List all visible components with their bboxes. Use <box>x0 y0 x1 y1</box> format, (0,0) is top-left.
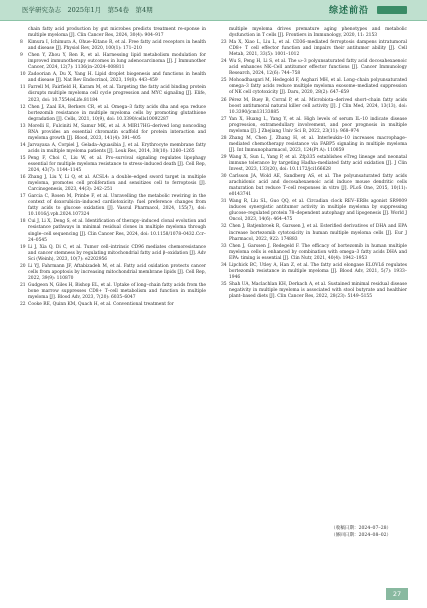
reference-text: Lipchick BC, Utley A, Han Z, et al. The fatty acid elongase ELOVL6 regulates bortezomib resistance in multiple myeloma [J]. Blood Adv, 2021, 5(7): 1933–1946 <box>229 262 407 280</box>
reference-entry <box>221 136 407 154</box>
reference-entry <box>20 27 206 39</box>
reference-entry <box>20 85 206 103</box>
reference-number: 8 <box>20 40 23 46</box>
reference-entry <box>221 117 407 135</box>
reference-number: 18 <box>20 219 26 225</box>
reference-number: 26 <box>221 97 227 103</box>
reference-text: Jarvayaxa A, Corpiel J, Gelada–Aguasibia J, et al. Erythrocyte membrane fatty acids in multiple myeloma patients [J]. Leuk Res, 2014, 38(10): 1260–1265 <box>28 142 206 154</box>
column-title: 综述前沿 <box>328 6 369 16</box>
reference-number: 24 <box>221 59 227 65</box>
reference-entry <box>221 263 407 281</box>
reference-text: Peng F, Choi C, Liu W, et al. Pro–survival signaling regulates lipophagy essential for multiple myeloma resistance to stress–induced death [J]. Cell Rep, 2024, 43(7): 1144–1145 <box>28 155 206 174</box>
article-dates <box>331 526 391 539</box>
reference-text: Gudgeon N, Giles H, Bishop EL, et al. Uptake of long–chain fatty acids from the bone marrow suppresses CD8+ T–cell metabolism and function in multiple myeloma [J]. Blood Adv, 2023, 7(20): 6035–6047 <box>28 282 206 300</box>
reference-entry <box>20 143 206 155</box>
reference-number: 27 <box>221 116 227 122</box>
reference-number: 12 <box>20 104 26 110</box>
reference-entry <box>20 124 206 142</box>
reference-number: 13 <box>20 123 26 129</box>
journal-info: 医学研究杂志 2025年1月 第54卷 第4期 <box>22 6 153 14</box>
reference-text: Wang R, Liu SL, Guo QQ, et al. Circadian clock REV–ERBs agonist SR9009 induces synergistic antitumor activity in multiple myeloma by suppressing glucose–regulated protein 78–dependent autophagy and lipogenesis [J]. World J Oncol, 2023, 14(6): 464–475 <box>229 199 407 223</box>
reference-number: 9 <box>20 53 23 59</box>
reference-text: Chen J, Batjenbroek R, Garssen J, et al. Esterified derivatives of DHA and EPA increase bortezomib cytotoxicity in human multiple myeloma cells [J]. Eur J Pharmacol, 2022, 922: 174883 <box>229 224 407 242</box>
reference-number: 31 <box>221 199 227 205</box>
reference-entry <box>221 199 407 223</box>
reference-text: Chen Y, Zhou Y, Ren R, et al. Harnessing lipid metabolism modulation for improved immunotherapy outcomes in lung adenocarcinoma [J]. J Immunother Cancer, 2024, 12(7): 1136(in–2024–008811 <box>28 53 206 71</box>
reference-number: 10 <box>20 72 26 78</box>
reference-entry <box>20 72 206 84</box>
reference-number: 17 <box>20 194 26 200</box>
reference-number: 11 <box>20 85 26 91</box>
reference-text: Ma X, Xiao L, Liu L, et al. CD36–mediated ferroptosis dampens intratumoral CD8+ T cell effector function and impairs their antitumor ability [J]. Cell Metab, 2021, 33(5): 1001–1012 <box>229 40 407 58</box>
reference-text: chain fatty acid production by gut microbes predicts treatment re-sponse in multiple myeloma [J]. Clin Cancer Res, 2024, 30(4): 904–917 <box>28 27 206 39</box>
reference-text: Li J, Xia Q, Di C, et al. Tumor cell–intrinsic CD96 mediates chemoresistance and cancer stemness by regulating mitochondrial fatty acid β–oxidation [J]. Adv Sci (Weinh), 2023, 10(7): e2202956 <box>28 244 206 262</box>
page-number: 27 <box>386 588 408 600</box>
reference-text: Zhang J, Liu Y, Li Q, et al. ACSL4: a double–edged sword target in multiple myeloma, promotes cell proliferation and sensitizes cell to ferroptosis [J]. Carcinogenesis, 2023, 44(3): 242–251 <box>28 175 206 193</box>
reference-text: Garcia C, Rosen M, Prinbe F, et al. Unravelling the metabolic rewiring in the context of doxorubicin–induced cardiotoxicity: fuel preference changes from fatty acids to glucose oxidation [J]. Vascul Pharmacol, 2024, 155(7), doi: 10.1016/j.vph.2024.107324 <box>28 194 206 218</box>
reference-text: Pérez M, Buey B, Corral P, et al. Microbiota–derived short–chain fatty acids boost antitumoral natural killer cell activity [J]. J Clin Med, 2024, 13(13), doi: 10.3390/jcm13133885 <box>229 97 407 115</box>
reference-entry <box>221 282 407 300</box>
reference-text: multiple myeloma drives premature aging phenotypes and metabolic dysfunction in T cells [J]. Frontiers in Immunology, 2020, 11: 2153 <box>229 27 407 39</box>
reference-text: Zadoorian A, Du X, Yang H. Lipid droplet biogenesis and functions in health and disease [J]. Nat Rev Endocrinol, 2023, 19(8): 443–459 <box>28 72 206 84</box>
reference-number: 14 <box>20 142 26 148</box>
reference-entry <box>20 53 206 71</box>
reference-number: 21 <box>20 282 26 288</box>
reference-text: Chen J, Garssen J, Redegeld F. The efficacy of bortezomib in human multiple myeloma cells is enhanced by combination with omega–3 fatty acids DHA and EPA: timing is essential [J]. Clin Nutr, 2021, 40(4): 1942–1953 <box>229 243 407 261</box>
reference-text: Mohoadhasgari M, Hedegold F, Asghari MH, et al. Long–chain polyunsaturated omega–3 fatty acids reduce multiple myeloma exosome–mediated suppression of NK cell cytotoxicity [J]. Daru, 2020, 28(2): 647–659 <box>229 78 407 96</box>
reference-number: 23 <box>221 40 227 46</box>
reference-entry <box>221 98 407 116</box>
reference-text: Li YJ, Fahrmann JF, Aftabizadeh M, et al. Fatty acid oxidation protects cancer cells from apoptosis by increasing mitochondrial membrane lipids [J]. Cell Rep, 2022, 39(9): 110870 <box>28 263 206 281</box>
reference-text: Shah UA, Maclachlan KH, Derkach A, et al. Sustained minimal residual disease negativity in multiple myeloma is associated with stool butyrate and healthier plant–based diets [J]. Clin Cancer Res, 2022, 28(23): 5149–5155 <box>229 281 407 299</box>
reference-entry <box>20 105 206 123</box>
reference-number: 25 <box>221 78 227 84</box>
reference-entry <box>221 155 407 173</box>
revised-date: （修回日期：2024–08–02） <box>331 532 392 538</box>
reference-entry <box>20 245 206 263</box>
reference-number: 32 <box>221 224 227 230</box>
references-right-column <box>221 27 407 582</box>
header-decoration <box>377 6 407 14</box>
reference-entry <box>20 264 206 282</box>
references-left-column <box>20 27 206 582</box>
reference-number: 28 <box>221 135 227 141</box>
reference-entry <box>20 156 206 174</box>
reference-entry <box>221 27 407 39</box>
reference-entry <box>20 283 206 301</box>
reference-number: 29 <box>221 154 227 160</box>
reference-text: Wang X, Sun L, Yang P, et al. Zfp335 establishes eTreg lineage and neonatal immune tolerance by targeting Hadha–mediated fatty acid oxidation [J]. J Clin Invest, 2023, 133(20), doi: 10.1172/jci166628 <box>229 154 407 173</box>
reference-text: Cui J, Li X, Deng S, et al. Identification of therapy–induced clonal evolution and resistance pathways in minimal residual clones in multiple myeloma through single–cell sequencing [J]. Clin Cancer Res, 2024, doi: 10.1158/1078–0432.Ccr–24–0545 <box>28 219 206 243</box>
reference-text: Cooke RE, Quinn KM, Quach H, et al. Conventional treatment for <box>28 302 174 308</box>
reference-text: Zhang M, Chen J, Zhang H, et al. Interleukin–10 increases macrophage–mediated chemotherapy resistance via FABP5 signaling in multiple myeloma [J]. Int Immunopharmacol, 2023, 124(Pt A): 110859 <box>229 135 407 153</box>
reference-number: 35 <box>221 281 227 287</box>
reference-number: 20 <box>20 263 26 269</box>
reference-number: 15 <box>20 155 26 161</box>
reference-entry <box>221 174 407 198</box>
reference-entry <box>221 59 407 77</box>
reference-number: 30 <box>221 174 227 180</box>
reference-number: 19 <box>20 244 26 250</box>
received-date: （收稿日期：2024–07–28） <box>331 526 392 531</box>
reference-number: 16 <box>20 175 26 181</box>
reference-text: Kimura I, Ichimura A, Ohue–Kitano R, et al. Free fatty acid receptors in health and disease [J]. Physiol Rev, 2020, 100(1): 171–210 <box>28 40 206 52</box>
reference-entry <box>221 224 407 242</box>
reference-text: Morelli E, Fulciniti M, Samur MK, et al. A MIR17HG–derived long noncoding RNA provides an essential chromatin scaffold for protein interaction and myeloma growth [J]. Blood, 2023, 141(4): 391–405 <box>28 123 206 141</box>
reference-entry <box>221 244 407 262</box>
reference-entry <box>20 175 206 193</box>
reference-entry <box>221 40 407 58</box>
reference-text: Carlsson JA, Wold AE, Sandberg AS, et al. The polyunsaturated fatty acids arachidonic acid and docosahexaenoic acid induce mouse dendritic cells maturation but reduce T–cell responses in vitro [J]. PLoS One, 2015, 10(11): e0143741 <box>229 174 407 198</box>
reference-entry <box>221 78 407 96</box>
reference-text: Farrell M, Fairfield H, Karam M, et al. Targeting the fatty acid binding protein disrupts multiple myeloma cell cycle progression and MYC signaling [J]. Elife, 2023, doi: 10.7554/eLife.81184 <box>28 85 206 103</box>
reference-text: Chen J, Zaal EA, Berkers CR, et al. Omega–3 fatty acids dha and epa reduce bortezomib resistance in multiple myeloma cells by promoting glutathione degradation [J]. Cells, 2021, 10(9), doi: 10.3390/cells10092287 <box>28 104 206 122</box>
reference-entry <box>20 40 206 52</box>
reference-number: 33 <box>221 243 227 249</box>
reference-entry <box>20 302 206 308</box>
journal-header <box>0 0 427 21</box>
reference-number: 22 <box>20 302 26 308</box>
reference-text: Yan X, Huang L, Yang Y, et al. High levels of serum IL–10 indicate disease progression, extramedullary involvement, and poor prognosis in multiple myeloma [J]. J Zhejiang Univ Sci B, 2022, 23(11): 968–974 <box>229 116 407 134</box>
reference-text: Wu S, Peng H, Li S, et al. The ω–3 polyunsaturated fatty acid docosahexaenoic acid enhances NK–Cell antitumor effector functions [J]. Cancer Immunology Research, 2024, 12(6): 744–758 <box>229 59 407 77</box>
reference-entry <box>20 219 206 243</box>
reference-number: 34 <box>221 262 227 268</box>
reference-entry <box>20 194 206 218</box>
